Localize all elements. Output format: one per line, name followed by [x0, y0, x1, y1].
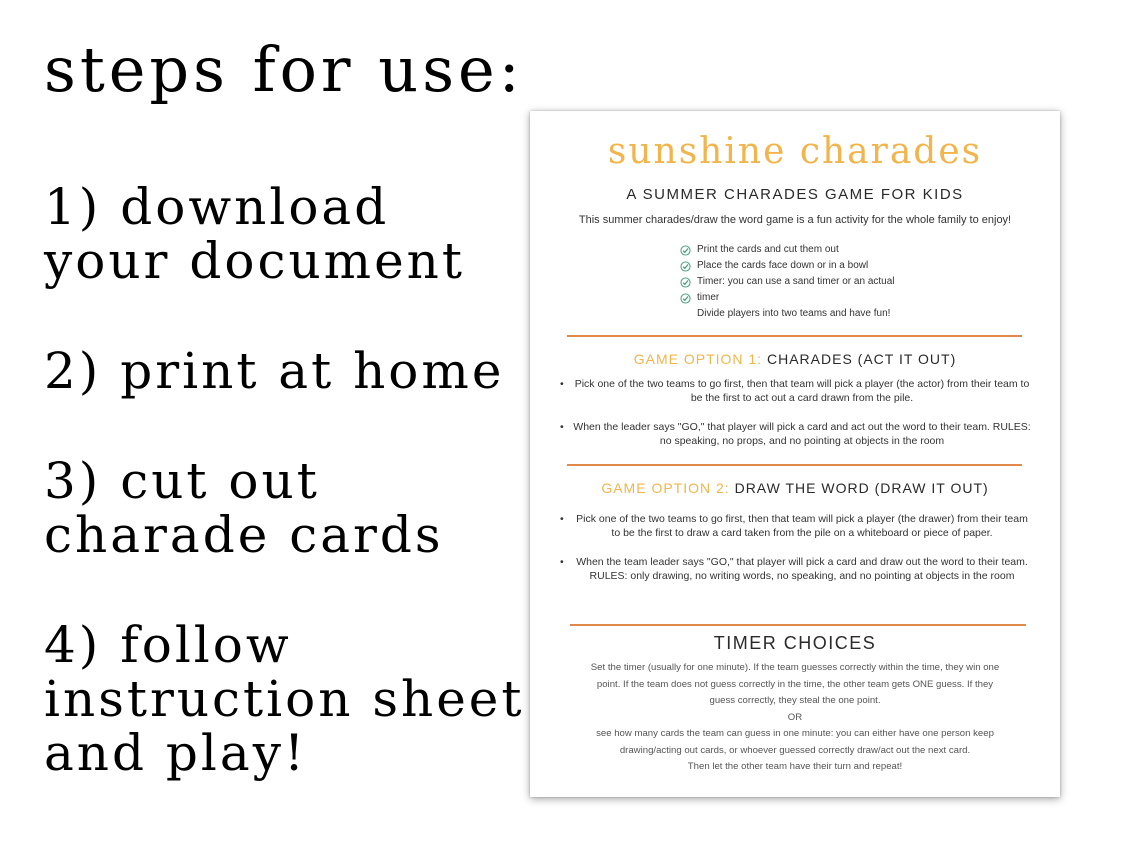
step-2 [44, 344, 514, 398]
option-1-heading [530, 351, 1060, 367]
check-circle-icon [680, 277, 691, 288]
timer-heading: TIMER CHOICES [713, 633, 877, 653]
intro-text: This summer charades/draw the word game is a fun activity for the whole family to enjoy! [578, 214, 1012, 226]
divider [567, 335, 1022, 337]
checklist-item-text: Print the cards and cut them out [697, 244, 839, 255]
list-item: • Pick one of the two teams to go first, then that team will pick a player (the drawer) from their team to be the first to draw a card taken from the pile on a whiteboard or piece of paper. [560, 512, 1032, 540]
timer-or: OR [787, 711, 803, 723]
checklist-item [680, 242, 895, 258]
option-1-label: GAME OPTION 1: [633, 351, 763, 367]
steps-panel [44, 30, 525, 836]
step-3-line-2: charade cards [44, 506, 444, 564]
checklist-item [680, 306, 895, 322]
checklist-item-text: Timer: you can use a sand timer or an actual [697, 276, 895, 287]
sheet-title: sunshine charades [607, 131, 983, 172]
checklist-item-text: Place the cards face down or in a bowl [697, 260, 869, 271]
list-item: • When the team leader says "GO," that player will pick a card and draw out the word to their team. RULES: only drawing, no writing words, no speaking, and no pointing at objects in the room [560, 555, 1032, 583]
check-circle-icon [680, 261, 691, 272]
list-item: • Pick one of the two teams to go first, then that team will pick a player (the actor) from their team to be the first to act out a card drawn from the pile. [560, 377, 1032, 405]
checklist [680, 242, 895, 322]
checklist-item-text: Divide players into two teams and have fun! [697, 308, 891, 319]
step-4 [44, 616, 525, 782]
step-2-line-1: 2) print at home [44, 342, 505, 400]
step-3-line-1: 3) cut out [44, 452, 320, 510]
step-4-line-3: and play! [44, 724, 308, 782]
list-item: • When the leader says "GO," that player will pick a card and act out the word to their team. RULES: no speaking, no props, and no pointing at objects in the room [560, 420, 1032, 448]
steps-title: steps for use: [44, 33, 524, 106]
option-2-rules [560, 512, 1032, 583]
checklist-item-text: timer [697, 292, 720, 303]
checklist-item [680, 290, 895, 306]
timer-line: Set the timer (usually for one minute). If the team guesses correctly within the time, they win one [590, 662, 1000, 673]
timer-text [552, 660, 1038, 776]
check-circle-icon [680, 293, 691, 304]
checklist-item [680, 274, 895, 290]
checklist-item [680, 258, 895, 274]
option-2-title: DRAW THE WORD (DRAW IT OUT) [734, 480, 989, 496]
step-1-line-1: 1) download [44, 178, 390, 236]
option-1-rules [560, 377, 1032, 448]
option-2-label: GAME OPTION 2: [601, 480, 730, 496]
divider [567, 464, 1022, 466]
option-2-heading [530, 480, 1060, 496]
timer-line: see how many cards the team can guess in one minute: you can either have one person keep [596, 728, 994, 739]
option-1-title: CHARADES (ACT IT OUT) [766, 351, 957, 367]
timer-line: drawing/acting out cards, or whoever guessed correctly draw/act out the next card. [619, 744, 971, 756]
step-4-line-1: 4) follow [44, 616, 292, 674]
step-1-line-2: your document [44, 232, 465, 290]
check-circle-icon [680, 245, 691, 256]
instruction-sheet [530, 111, 1060, 797]
timer-line: guess correctly, they steal the one point. [709, 695, 881, 706]
timer-line: point. If the team does not guess correctly in the time, the other team gets ONE guess. If they [596, 678, 994, 690]
step-3 [44, 454, 514, 562]
step-4-line-2: instruction sheet [44, 670, 525, 728]
step-1 [44, 180, 514, 288]
timer-line: Then let the other team have their turn and repeat! [687, 761, 903, 772]
divider [570, 624, 1026, 626]
sheet-subtitle: A SUMMER CHARADES GAME FOR KIDS [626, 186, 964, 203]
